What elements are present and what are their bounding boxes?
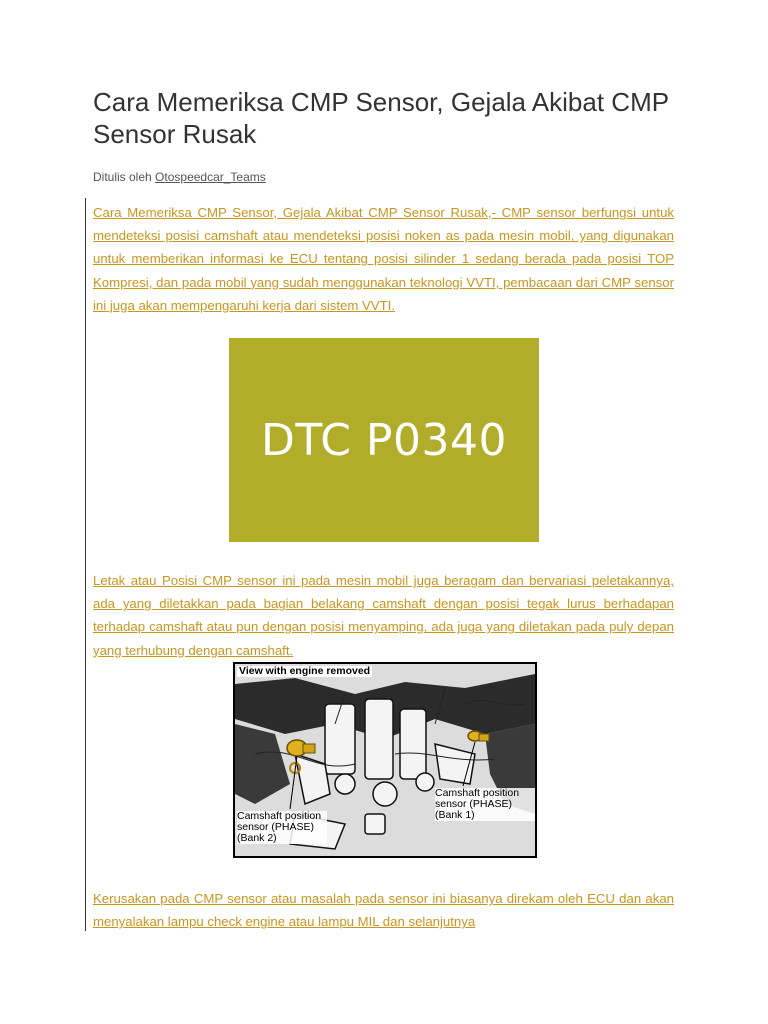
- engine-diagram-image: [233, 662, 537, 858]
- dtc-code-text: DTC P0340: [261, 414, 507, 466]
- dtc-image: [229, 338, 539, 542]
- engine-view-label: View with engine removed: [239, 665, 371, 677]
- damage-paragraph-link[interactable]: Kerusakan pada CMP sensor atau masalah pada sensor ini biasanya direkam oleh ECU dan akan menyalakan lampu check engine atau lampu MIL dan selanjutnya: [93, 891, 674, 930]
- intro-paragraph-link[interactable]: Cara Memeriksa CMP Sensor, Gejala Akibat CMP Sensor Rusak,- CMP sensor berfungsi untuk mendeteksi posisi camshaft atau mendeteksi posisi noken as pada mesin mobil, yang digunakan untuk memberikan informasi ke ECU tentang posisi silinder 1 sedang berada pada posisi TOP Kompresi, dan pada mobil yang sudah menggunakan teknologi VVTI, pembacaan dari CMP sensor ini juga akan mempengaruhi kerja dari sistem VVTI.: [93, 205, 674, 313]
- byline-prefix: Ditulis oleh: [93, 170, 152, 184]
- author-link[interactable]: Otospeedcar_Teams: [155, 170, 266, 184]
- blockquote-bar: [85, 198, 86, 931]
- bank1-sensor-label: Camshaft position sensor (PHASE) (Bank 1): [435, 788, 535, 821]
- location-paragraph-link[interactable]: Letak atau Posisi CMP sensor ini pada mesin mobil juga beragam dan bervariasi peletakannya, ada yang diletakkan pada bagian belakang camshaft dengan posisi tegak lurus berhadapan terhadap camshaft atau pun dengan posisi menyamping, ada juga yang diletakan pada puly depan yang terhubung dengan camshaft.: [93, 573, 674, 658]
- article-title: Cara Memeriksa CMP Sensor, Gejala Akibat CMP Sensor Rusak: [93, 87, 669, 149]
- byline: [93, 170, 266, 184]
- bank2-sensor-label: Camshaft position sensor (PHASE) (Bank 2): [237, 811, 327, 844]
